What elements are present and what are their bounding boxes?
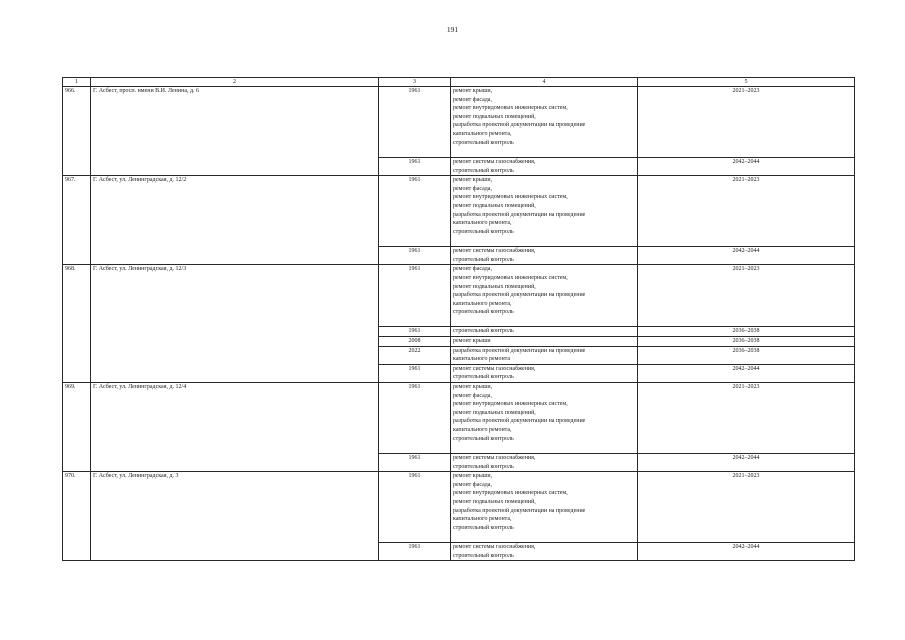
period-cell: 2042–2044 [638,364,855,382]
work-item: ремонт системы газоснабжения, [453,159,536,165]
work-item: ремонт фасада, [453,392,492,399]
entry-number: 967. [63,176,91,265]
work-item: ремонт фасада, [453,481,492,488]
work-item: ремонт подвальных помещений, [453,498,536,505]
work-item: ремонт крыши [453,337,491,344]
period-cell: 2036–2038 [638,336,855,346]
period-cell: 2021–2023 [638,265,855,327]
work-item: ремонт крыши, [453,383,493,390]
year-cell: 1961 [379,543,451,561]
table-row [63,176,855,247]
building-address: Г. Асбест, ул. Ленинградская, д. 12/2 [91,176,379,265]
works-cell [451,327,638,337]
entry-number: 969. [63,382,91,471]
work-item: ремонт подвальных помещений, [453,283,536,290]
work-item: строительный контроль [453,328,514,335]
year-cell: 1961 [379,382,451,453]
year-cell: 1961 [379,247,451,265]
work-item: капитального ремонта, [453,130,512,137]
work-item: строительный контроль [453,524,514,531]
work-item: ремонт фасада, [453,96,492,103]
column-header: 1 [63,78,91,87]
year-cell: 2008 [379,336,451,346]
work-item: строительный контроль [453,139,514,146]
works-cell [451,453,638,471]
works-cell [451,382,638,453]
period-cell: 2042–2044 [638,247,855,265]
work-item: ремонт системы газоснабжения, [453,248,536,255]
work-item: ремонт подвальных помещений, [453,113,536,120]
period-cell: 2042–2044 [638,543,855,561]
year-cell: 1961 [379,364,451,382]
work-item: ремонт внутридомовых инженерных систем, [453,194,568,201]
work-item: разработка проектной документации на проведение [453,507,586,514]
work-item: строительный контроль [453,552,514,559]
year-cell: 2022 [379,346,451,364]
works-cell [451,265,638,327]
work-item: капитального ремонта [453,356,511,363]
work-item: ремонт внутридомовых инженерных систем, [453,274,568,281]
column-number-row [63,78,855,87]
year-cell: 1961 [379,176,451,247]
work-item: капитального ремонта, [453,220,512,227]
work-item: ремонт крыши, [453,473,493,480]
table-row [63,87,855,158]
column-header: 4 [451,78,638,87]
period-cell: 2036–2038 [638,327,855,337]
work-item: ремонт системы газоснабжения, [453,365,536,372]
period-cell: 2036–2038 [638,346,855,364]
work-item: разработка проектной документации на проведение [453,418,586,425]
works-cell [451,247,638,265]
column-header: 2 [91,78,379,87]
year-cell: 1961 [379,453,451,471]
building-address: Г. Асбест, ул. Ленинградская, д. 12/4 [91,382,379,471]
column-header: 5 [638,78,855,87]
year-cell: 1961 [379,472,451,543]
building-address: Г. Асбест, просп. имени В.И. Ленина, д. 6 [91,87,379,176]
work-item: капитального ремонта, [453,426,512,433]
year-cell: 1961 [379,265,451,327]
year-cell: 1961 [379,158,451,176]
work-item: ремонт внутридомовых инженерных систем, [453,490,568,497]
work-item: капитального ремонта, [453,516,512,523]
work-item: ремонт подвальных помещений, [453,409,536,416]
work-item: разработка проектной документации на проведение [453,122,586,129]
works-cell [451,158,638,176]
works-cell [451,472,638,543]
works-cell [451,543,638,561]
work-item: строительный контроль [453,167,514,174]
period-cell: 2042–2044 [638,158,855,176]
table-row [63,382,855,453]
work-item: разработка проектной документации на проведение [453,347,586,354]
repair-schedule-table [62,77,855,561]
works-cell [451,87,638,158]
work-item: строительный контроль [453,256,514,263]
column-header: 3 [379,78,451,87]
period-cell: 2021–2023 [638,382,855,453]
entry-number: 966. [63,87,91,176]
works-cell [451,176,638,247]
work-item: строительный контроль [453,374,514,381]
page-number: 191 [446,25,459,34]
table-row [63,265,855,327]
work-item: строительный контроль [453,309,514,316]
work-item: ремонт фасада, [453,185,492,192]
work-item: ремонт фасада, [453,266,492,273]
work-item: разработка проектной документации на проведение [453,211,586,218]
entry-number: 968. [63,265,91,383]
work-item: ремонт внутридомовых инженерных систем, [453,401,568,408]
work-item: ремонт системы газоснабжения, [453,544,536,551]
work-item: строительный контроль [453,435,514,442]
work-item: ремонт крыши, [453,177,493,184]
building-address: Г. Асбест, ул. Ленинградская, д. 12/3 [91,265,379,383]
work-item: строительный контроль [453,228,514,235]
work-item: капитального ремонта, [453,300,512,307]
year-cell: 1961 [379,87,451,158]
entry-number: 970. [63,472,91,561]
work-item: ремонт системы газоснабжения, [453,454,536,461]
work-item: строительный контроль [453,463,514,470]
work-item: ремонт крыши, [453,88,493,94]
work-item: ремонт внутридомовых инженерных систем, [453,105,568,112]
year-cell: 1961 [379,327,451,337]
work-item: разработка проектной документации на проведение [453,292,586,299]
period-cell: 2021–2023 [638,87,855,158]
building-address: Г. Асбест, ул. Ленинградская, д. 3 [91,472,379,561]
period-cell: 2021–2023 [638,176,855,247]
table-row [63,472,855,543]
works-cell [451,346,638,364]
works-cell [451,336,638,346]
works-cell [451,364,638,382]
period-cell: 2021–2023 [638,472,855,543]
period-cell: 2042–2044 [638,453,855,471]
work-item: ремонт подвальных помещений, [453,202,536,209]
